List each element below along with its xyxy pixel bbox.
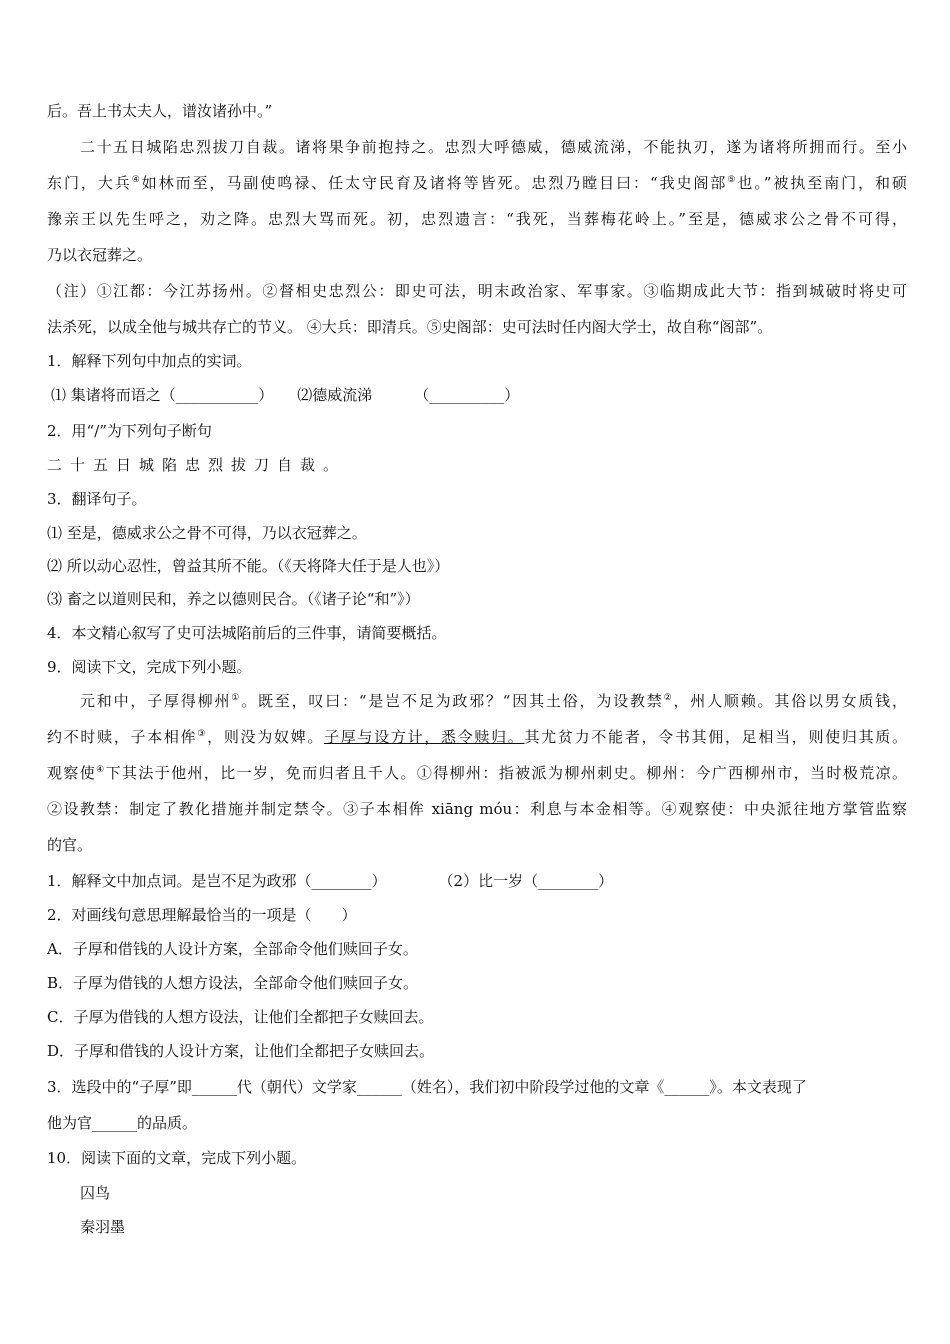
option-c: C．子厚为借钱的人想方设法，让他们全都把子女赎回去。 <box>47 1008 434 1026</box>
question-text: 3．翻译句子。 <box>47 490 147 508</box>
annotation-line: 的官。 <box>47 836 93 854</box>
question-item-text: ⑵德威流涕 <box>297 386 373 404</box>
text-span: 下其法于他州，比一岁，免而归者且千人。①得柳州：指被派为柳州刺史。柳州：今广西柳州市，当时极荒凉。 <box>105 764 907 782</box>
text-span: 约不时赎，子本相侔 <box>47 728 198 746</box>
text-span: 观察使 <box>47 764 97 782</box>
question-item <box>47 870 613 891</box>
text-span: ，州人顺赖。其俗以男女质钱， <box>673 692 907 710</box>
text-span: 元和中，子厚得柳州 <box>80 692 232 710</box>
text-span: 如林而至，马副使鸣禄、任太守民育及诸将等皆死。忠烈乃瞠目曰：“我史阁部 <box>141 174 728 192</box>
footnote-marker: ③ <box>197 729 208 739</box>
article-author: 秦羽墨 <box>80 1218 126 1236</box>
passage-line: 乃以衣冠葬之。 <box>47 246 153 264</box>
question-item: ⑴ 至是，德威求公之骨不可得，乃以衣冠葬之。 <box>47 524 367 542</box>
text-span: 东门，大兵 <box>47 174 132 192</box>
question-heading: 9．阅读下文，完成下列小题。 <box>47 658 252 676</box>
question-sentence: 二十五日城陷忠烈拔刀自裁。 <box>47 456 347 474</box>
passage-line <box>47 172 907 193</box>
passage-line <box>47 726 907 747</box>
annotation-line: 法杀死，以成全他与城共存亡的节义。 ④大兵：即清兵。⑤史阁部：史可法时任内阁大学士，故自称“阁部”。 <box>47 318 773 336</box>
answer-blank: （__________） <box>414 386 520 404</box>
passage-line: 后。吾上书太夫人，谱汝诸孙中。” <box>47 102 273 120</box>
footnote-marker: ① <box>231 693 242 703</box>
question-text: 4．本文精心叙写了史可法城陷前后的三件事，请简要概括。 <box>47 624 447 642</box>
article-title: 囚鸟 <box>80 1184 111 1202</box>
option-b: B．子厚为借钱的人想方设法，全部命令他们赎回子女。 <box>47 974 419 992</box>
passage-line <box>47 762 907 783</box>
passage-line <box>47 690 907 711</box>
footnote-marker: ② <box>663 693 674 703</box>
footnote-marker: ④ <box>131 175 142 185</box>
annotation-line: ②设教禁：制定了教化措施并制定禁令。③子本相侔 xiāng móu：利息与本金相等。④观察使：中央派往地方掌管监察 <box>47 800 907 818</box>
question-item-text: 1．解释文中加点词。是岂不足为政邪（________） <box>47 872 387 890</box>
question-text: 2．用“/”为下列句子断句 <box>47 422 212 440</box>
question-item <box>51 384 519 405</box>
underlined-sentence: 子厚与设方计，悉令赎归。 <box>324 728 525 746</box>
annotation-line: （注）①江都：今江苏扬州。②督相史忠烈公：即史可法，明末政治家、军事家。③临期成此大节：指到城破时将史可 <box>47 282 907 300</box>
question-text: 2．对画线句意思理解最恰当的一项是（ ） <box>47 906 357 924</box>
question-item: ⑶ 畜之以道则民和，养之以德则民合。（《诸子论“和”》） <box>47 590 420 608</box>
text-span: 。既至，叹曰：“是岂不足为政邪？“因其土俗，为设教禁 <box>241 692 664 710</box>
question-heading: 10．阅读下面的文章，完成下列小题。 <box>47 1149 307 1167</box>
question-item: ⑵ 所以动心忍性，曾益其所不能。（《天将降大任于是人也》） <box>47 557 450 575</box>
question-item-text: （2）比一岁（________） <box>438 872 614 890</box>
question-item-text: ⑴ 集诸将而语之（___________） <box>51 386 274 404</box>
question-text: 1．解释下列句中加点的实词。 <box>47 352 252 370</box>
text-span: ，则没为奴婢。 <box>207 728 325 746</box>
option-d: D．子厚和借钱的人设计方案，让他们全都把子女赎回去。 <box>47 1042 435 1060</box>
option-a: A．子厚和借钱的人设计方案，全部命令他们赎回子女。 <box>47 940 418 958</box>
footnote-marker: ⑤ <box>727 175 738 185</box>
text-span: 也。”被执至南门，和硕 <box>737 174 907 192</box>
passage-line: 二十五日城陷忠烈拔刀自裁。诸将果争前抱持之。忠烈大呼德威，德威流涕，不能执刃，遂为诸将所拥而行。至小 <box>80 138 907 156</box>
question-text: 3．选段中的“子厚”即______代（朝代）文学家______（姓名），我们初中阶段学过他的文章《______》。本文表现了 <box>47 1078 807 1096</box>
text-span: 其尤贫力不能者，令书其佣，足相当，则使归其质。 <box>524 728 907 746</box>
footnote-marker: ④ <box>96 765 106 775</box>
passage-line: 豫亲王以先生呼之，劝之降。忠烈大骂而死。初，忠烈遗言：“我死，当葬梅花岭上。”至是，德威求公之骨不可得， <box>47 210 907 228</box>
question-text: 他为官______的品质。 <box>47 1114 198 1132</box>
